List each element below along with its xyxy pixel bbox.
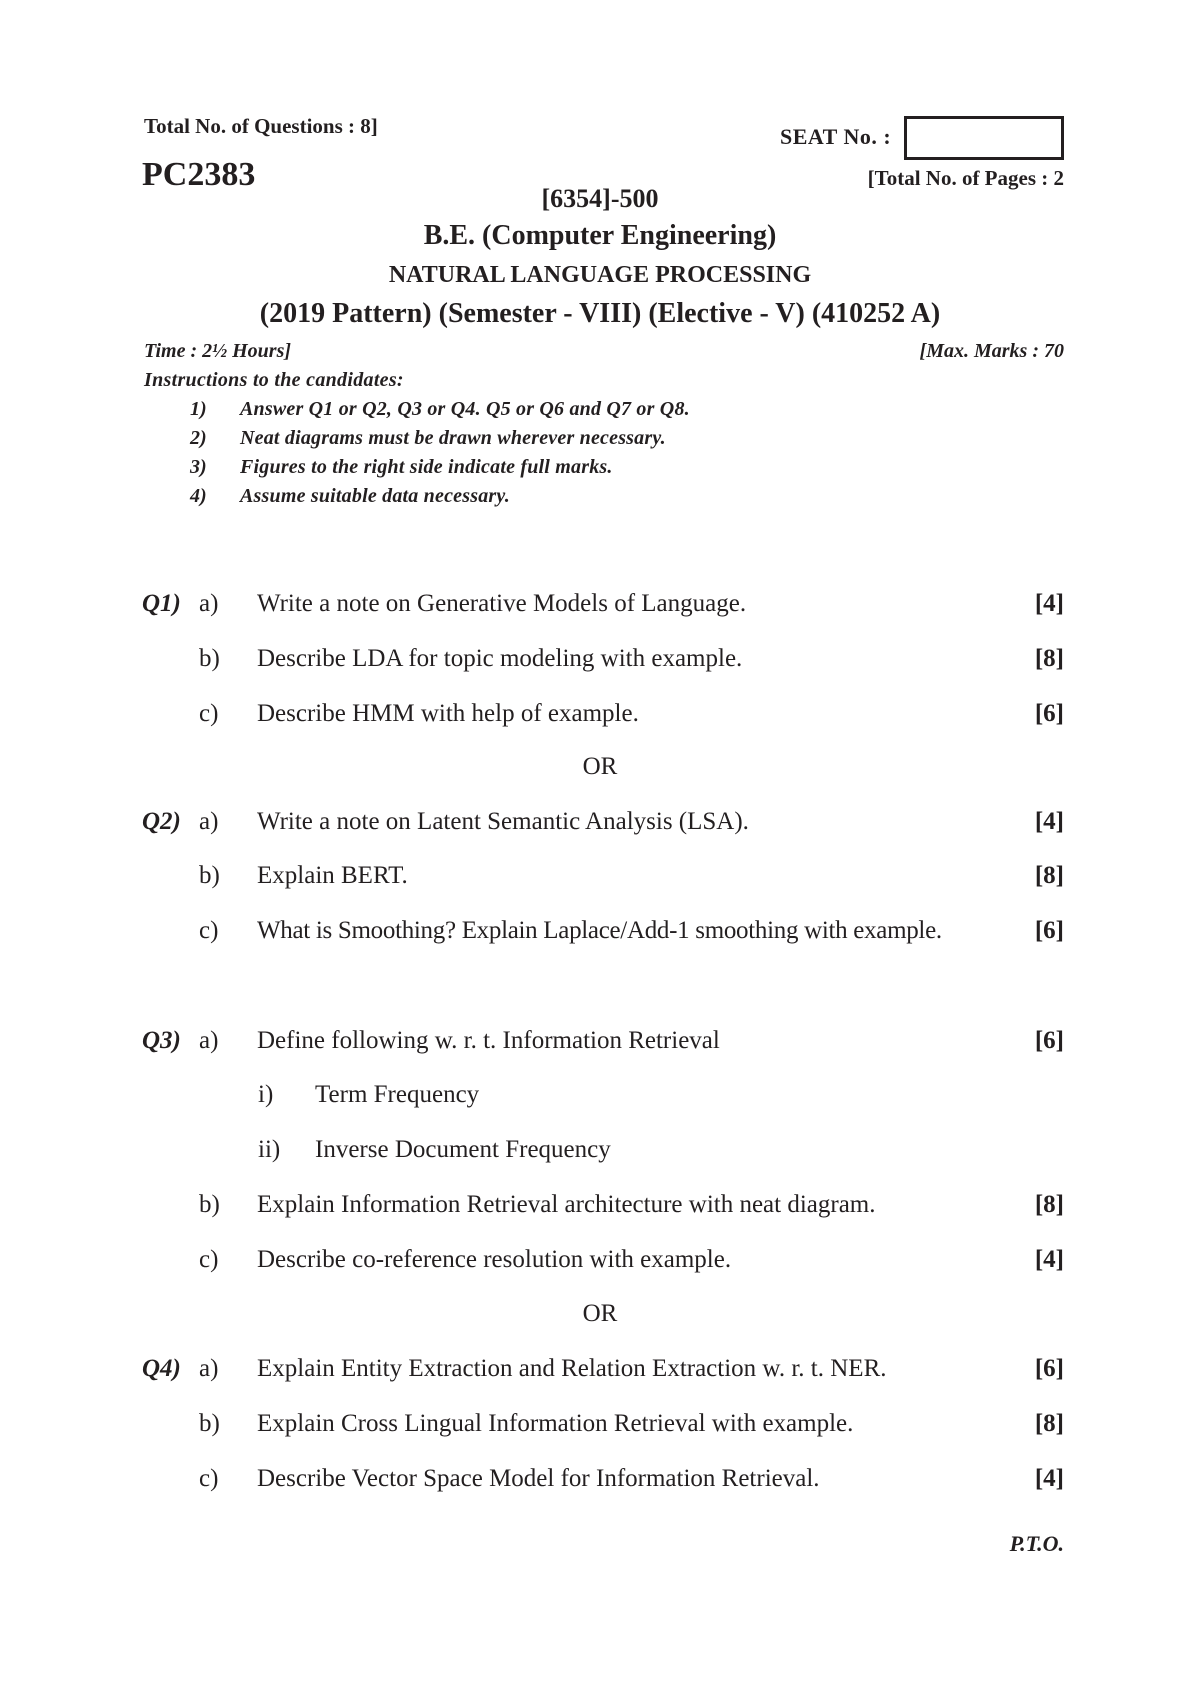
part-label: c) xyxy=(199,1246,219,1273)
or-separator: OR xyxy=(582,1300,618,1327)
question-label-q3: Q3) xyxy=(142,1027,181,1054)
question-text: Write a note on Latent Semantic Analysis (LSA). xyxy=(257,808,749,835)
instruction-number: 4) xyxy=(190,485,207,507)
marks-label: [8] xyxy=(1034,1191,1064,1218)
instruction-number: 2) xyxy=(190,427,207,449)
question-text: Define following w. r. t. Information Retrieval xyxy=(257,1027,720,1054)
instruction-number: 1) xyxy=(190,398,207,420)
instruction-text: Neat diagrams must be drawn wherever necessary. xyxy=(240,427,666,449)
part-label: a) xyxy=(199,1027,219,1054)
subpart-text: Inverse Document Frequency xyxy=(315,1136,611,1163)
instruction-text: Assume suitable data necessary. xyxy=(240,485,510,507)
subpart-label: i) xyxy=(258,1081,274,1108)
instruction-text: Figures to the right side indicate full marks. xyxy=(240,456,613,478)
marks-label: [8] xyxy=(1034,862,1064,889)
marks-label: [4] xyxy=(1034,1465,1064,1492)
pto-label: P.T.O. xyxy=(1009,1531,1064,1556)
question-text: Explain Information Retrieval architecture with neat diagram. xyxy=(257,1191,876,1218)
exam-time: Time : 2½ Hours] xyxy=(144,340,292,362)
question-text: Describe LDA for topic modeling with example. xyxy=(257,645,743,672)
marks-label: [6] xyxy=(1034,917,1064,944)
exam-code: [6354]-500 xyxy=(541,184,659,213)
part-label: c) xyxy=(199,917,219,944)
question-text: Explain Cross Lingual Information Retrieval with example. xyxy=(257,1410,854,1437)
question-text: Describe HMM with help of example. xyxy=(257,700,639,727)
instruction-number: 3) xyxy=(190,456,207,478)
part-label: a) xyxy=(199,808,219,835)
paper-code: PC2383 xyxy=(142,156,256,193)
question-text: Write a note on Generative Models of Language. xyxy=(257,590,747,617)
question-text: Describe Vector Space Model for Information Retrieval. xyxy=(257,1465,820,1492)
question-text: What is Smoothing? Explain Laplace/Add-1 smoothing with example. xyxy=(257,917,942,944)
total-questions: Total No. of Questions : 8] xyxy=(144,114,378,138)
question-text: Describe co-reference resolution with example. xyxy=(257,1246,732,1273)
part-label: b) xyxy=(199,645,220,672)
seat-number-label: SEAT No. : xyxy=(780,124,892,149)
marks-label: [4] xyxy=(1034,808,1064,835)
marks-label: [6] xyxy=(1034,1027,1064,1054)
or-separator: OR xyxy=(582,753,618,780)
subject-title: NATURAL LANGUAGE PROCESSING xyxy=(388,262,812,288)
question-label-q2: Q2) xyxy=(142,808,181,835)
marks-label: [4] xyxy=(1034,590,1064,617)
marks-label: [6] xyxy=(1034,1355,1064,1382)
part-label: a) xyxy=(199,1355,219,1382)
question-label-q1: Q1) xyxy=(142,590,181,617)
marks-label: [8] xyxy=(1034,645,1064,672)
part-label: c) xyxy=(199,1465,219,1492)
question-label-q4: Q4) xyxy=(142,1355,181,1382)
part-label: b) xyxy=(199,1410,220,1437)
degree-title: B.E. (Computer Engineering) xyxy=(423,220,777,251)
subpart-text: Term Frequency xyxy=(315,1081,480,1108)
marks-label: [8] xyxy=(1034,1410,1064,1437)
part-label: a) xyxy=(199,590,219,617)
part-label: c) xyxy=(199,700,219,727)
part-label: b) xyxy=(199,1191,220,1218)
question-text: Explain Entity Extraction and Relation Extraction w. r. t. NER. xyxy=(257,1355,887,1382)
subpart-label: ii) xyxy=(258,1136,281,1163)
total-pages: [Total No. of Pages : 2 xyxy=(867,166,1064,190)
marks-label: [6] xyxy=(1034,700,1064,727)
instruction-text: Answer Q1 or Q2, Q3 or Q4. Q5 or Q6 and Q7 or Q8. xyxy=(240,398,690,420)
max-marks: [Max. Marks : 70 xyxy=(919,340,1064,362)
instructions-title: Instructions to the candidates: xyxy=(144,369,404,391)
seat-number-box[interactable] xyxy=(904,116,1064,160)
marks-label: [4] xyxy=(1034,1246,1064,1273)
part-label: b) xyxy=(199,862,220,889)
pattern-line: (2019 Pattern) (Semester - VIII) (Elective - V) (410252 A) xyxy=(259,298,941,329)
question-text: Explain BERT. xyxy=(257,862,408,889)
